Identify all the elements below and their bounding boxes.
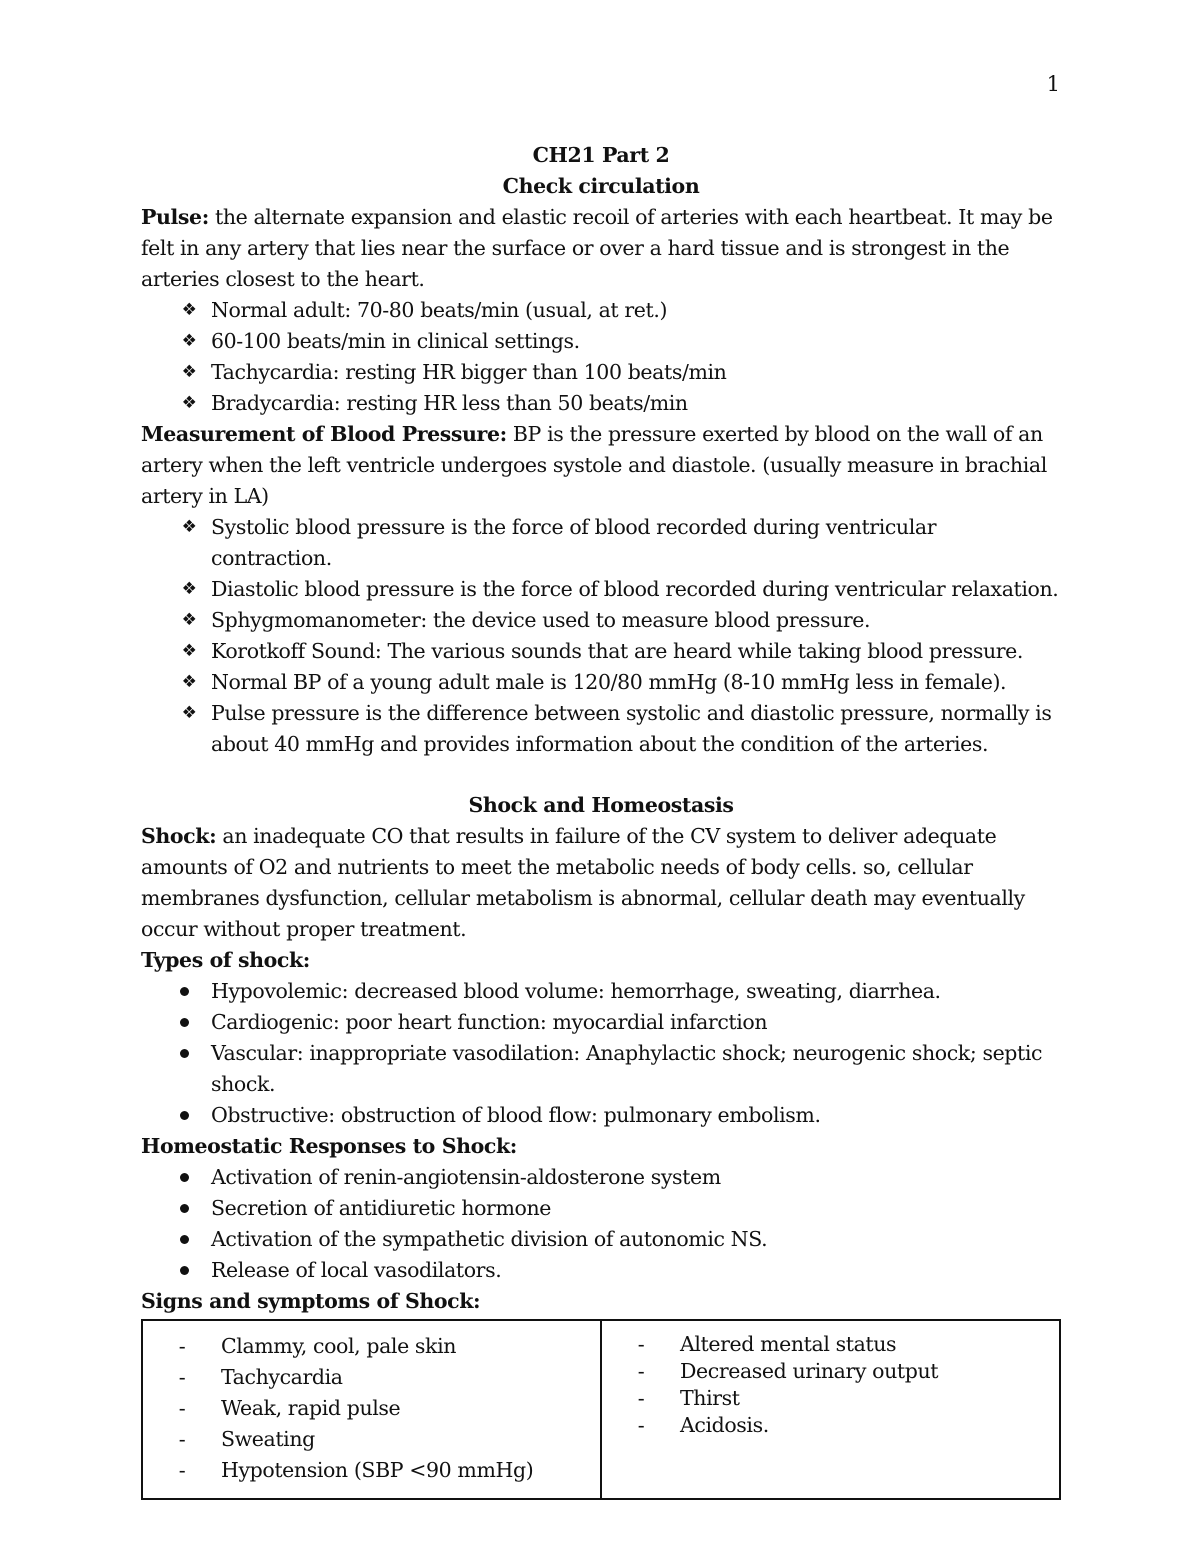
round-bullet-icon [180, 1049, 189, 1058]
types-list [141, 976, 1061, 1131]
section-spacer [141, 760, 1061, 790]
list-item: ❖ Diastolic blood pressure is the force of blood recorded during ventricular relaxation. [141, 574, 1061, 605]
pulse-definition [141, 202, 1061, 295]
signs-right-cell [601, 1320, 1060, 1499]
dash-bullet-icon: - [637, 1332, 645, 1356]
diamond-bullet-icon: ❖ [181, 331, 197, 351]
list-item: Release of local vasodilators. [141, 1255, 1061, 1286]
list-item: - Acidosis. [602, 1412, 1059, 1439]
bp-definition [141, 419, 1061, 512]
list-item: ❖ Normal adult: 70-80 beats/min (usual, at ret.) [141, 295, 1061, 326]
round-bullet-icon [180, 987, 189, 996]
list-item: - Hypotension (SBP <90 mmHg) [143, 1455, 600, 1486]
pulse-term: Pulse: [141, 205, 209, 229]
dash-bullet-icon: - [178, 1458, 186, 1482]
list-item: - Clammy, cool, pale skin [143, 1331, 600, 1362]
round-bullet-icon [180, 1018, 189, 1027]
diamond-bullet-icon: ❖ [181, 517, 197, 537]
pulse-list [141, 295, 1061, 419]
dash-bullet-icon: - [178, 1365, 186, 1389]
signs-left-cell [142, 1320, 601, 1499]
bp-list [141, 512, 1061, 760]
list-item: Activation of renin-angiotensin-aldosterone system [141, 1162, 1061, 1193]
document-title: CH21 Part 2 [532, 143, 670, 167]
pulse-text: the alternate expansion and elastic recoil of arteries with each heartbeat. It may be felt in any artery that lies near the surface or over a hard tissue and is strongest in the arteries closest to the heart. [141, 205, 1053, 291]
list-item: - Sweating [143, 1424, 600, 1455]
round-bullet-icon [180, 1235, 189, 1244]
page-number: 1 [1046, 72, 1060, 96]
dash-bullet-icon: - [178, 1396, 186, 1420]
list-item: ❖ 60-100 beats/min in clinical settings. [141, 326, 1061, 357]
round-bullet-icon [180, 1173, 189, 1182]
list-item: - Decreased urinary output [602, 1358, 1059, 1385]
diamond-bullet-icon: ❖ [181, 393, 197, 413]
dash-bullet-icon: - [637, 1386, 645, 1410]
list-item: ❖ Tachycardia: resting HR bigger than 100 beats/min [141, 357, 1061, 388]
diamond-bullet-icon: ❖ [181, 300, 197, 320]
types-heading: Types of shock: [141, 948, 310, 972]
round-bullet-icon [180, 1204, 189, 1213]
diamond-bullet-icon: ❖ [181, 703, 197, 723]
dash-bullet-icon: - [178, 1334, 186, 1358]
list-item: Obstructive: obstruction of blood flow: pulmonary embolism. [141, 1100, 1061, 1131]
section-heading-shock: Shock and Homeostasis [468, 793, 734, 817]
list-item: ❖ Bradycardia: resting HR less than 50 beats/min [141, 388, 1061, 419]
diamond-bullet-icon: ❖ [181, 362, 197, 382]
dash-bullet-icon: - [637, 1413, 645, 1437]
signs-heading: Signs and symptoms of Shock: [141, 1289, 481, 1313]
responses-heading: Homeostatic Responses to Shock: [141, 1134, 517, 1158]
diamond-bullet-icon: ❖ [181, 641, 197, 661]
shock-term: Shock: [141, 824, 217, 848]
round-bullet-icon [180, 1111, 189, 1120]
shock-text: an inadequate CO that results in failure of the CV system to deliver adequate amounts of O2 and nutrients to meet the metabolic needs of body cells. so, cellular membranes dysfunction, cellular metabolism is abnormal, cellular death may eventually occur without proper treatment. [141, 824, 1025, 941]
list-item: ❖ Sphygmomanometer: the device used to measure blood pressure. [141, 605, 1061, 636]
list-item: - Weak, rapid pulse [143, 1393, 600, 1424]
list-item: ❖ Korotkoff Sound: The various sounds that are heard while taking blood pressure. [141, 636, 1061, 667]
list-item: Cardiogenic: poor heart function: myocardial infarction [141, 1007, 1061, 1038]
list-item: Secretion of antidiuretic hormone [141, 1193, 1061, 1224]
list-item: Vascular: inappropriate vasodilation: Anaphylactic shock; neurogenic shock; septic shock. [141, 1038, 1061, 1100]
list-item: ❖ Normal BP of a young adult male is 120/80 mmHg (8-10 mmHg less in female). [141, 667, 1061, 698]
bp-text: BP is the pressure exerted by blood on the wall of an artery when the left ventricle undergoes systole and diastole. (usually measure in brachial artery in LA) [141, 422, 1047, 508]
round-bullet-icon [180, 1266, 189, 1275]
signs-table [141, 1319, 1061, 1500]
document-body [141, 140, 1061, 1500]
responses-list [141, 1162, 1061, 1286]
section-heading-check-circulation: Check circulation [502, 174, 700, 198]
diamond-bullet-icon: ❖ [181, 579, 197, 599]
bp-term: Measurement of Blood Pressure: [141, 422, 507, 446]
dash-bullet-icon: - [637, 1359, 645, 1383]
list-item: Activation of the sympathetic division of autonomic NS. [141, 1224, 1061, 1255]
diamond-bullet-icon: ❖ [181, 672, 197, 692]
list-item: ❖ Systolic blood pressure is the force of blood recorded during ventricular contraction. [141, 512, 1061, 574]
list-item: ❖ Pulse pressure is the difference between systolic and diastolic pressure, normally is about 40 mmHg and provides information about the condition of the arteries. [141, 698, 1061, 760]
diamond-bullet-icon: ❖ [181, 610, 197, 630]
list-item: - Altered mental status [602, 1331, 1059, 1358]
list-item: - Thirst [602, 1385, 1059, 1412]
list-item: Hypovolemic: decreased blood volume: hemorrhage, sweating, diarrhea. [141, 976, 1061, 1007]
dash-bullet-icon: - [178, 1427, 186, 1451]
shock-definition [141, 821, 1061, 945]
list-item: - Tachycardia [143, 1362, 600, 1393]
